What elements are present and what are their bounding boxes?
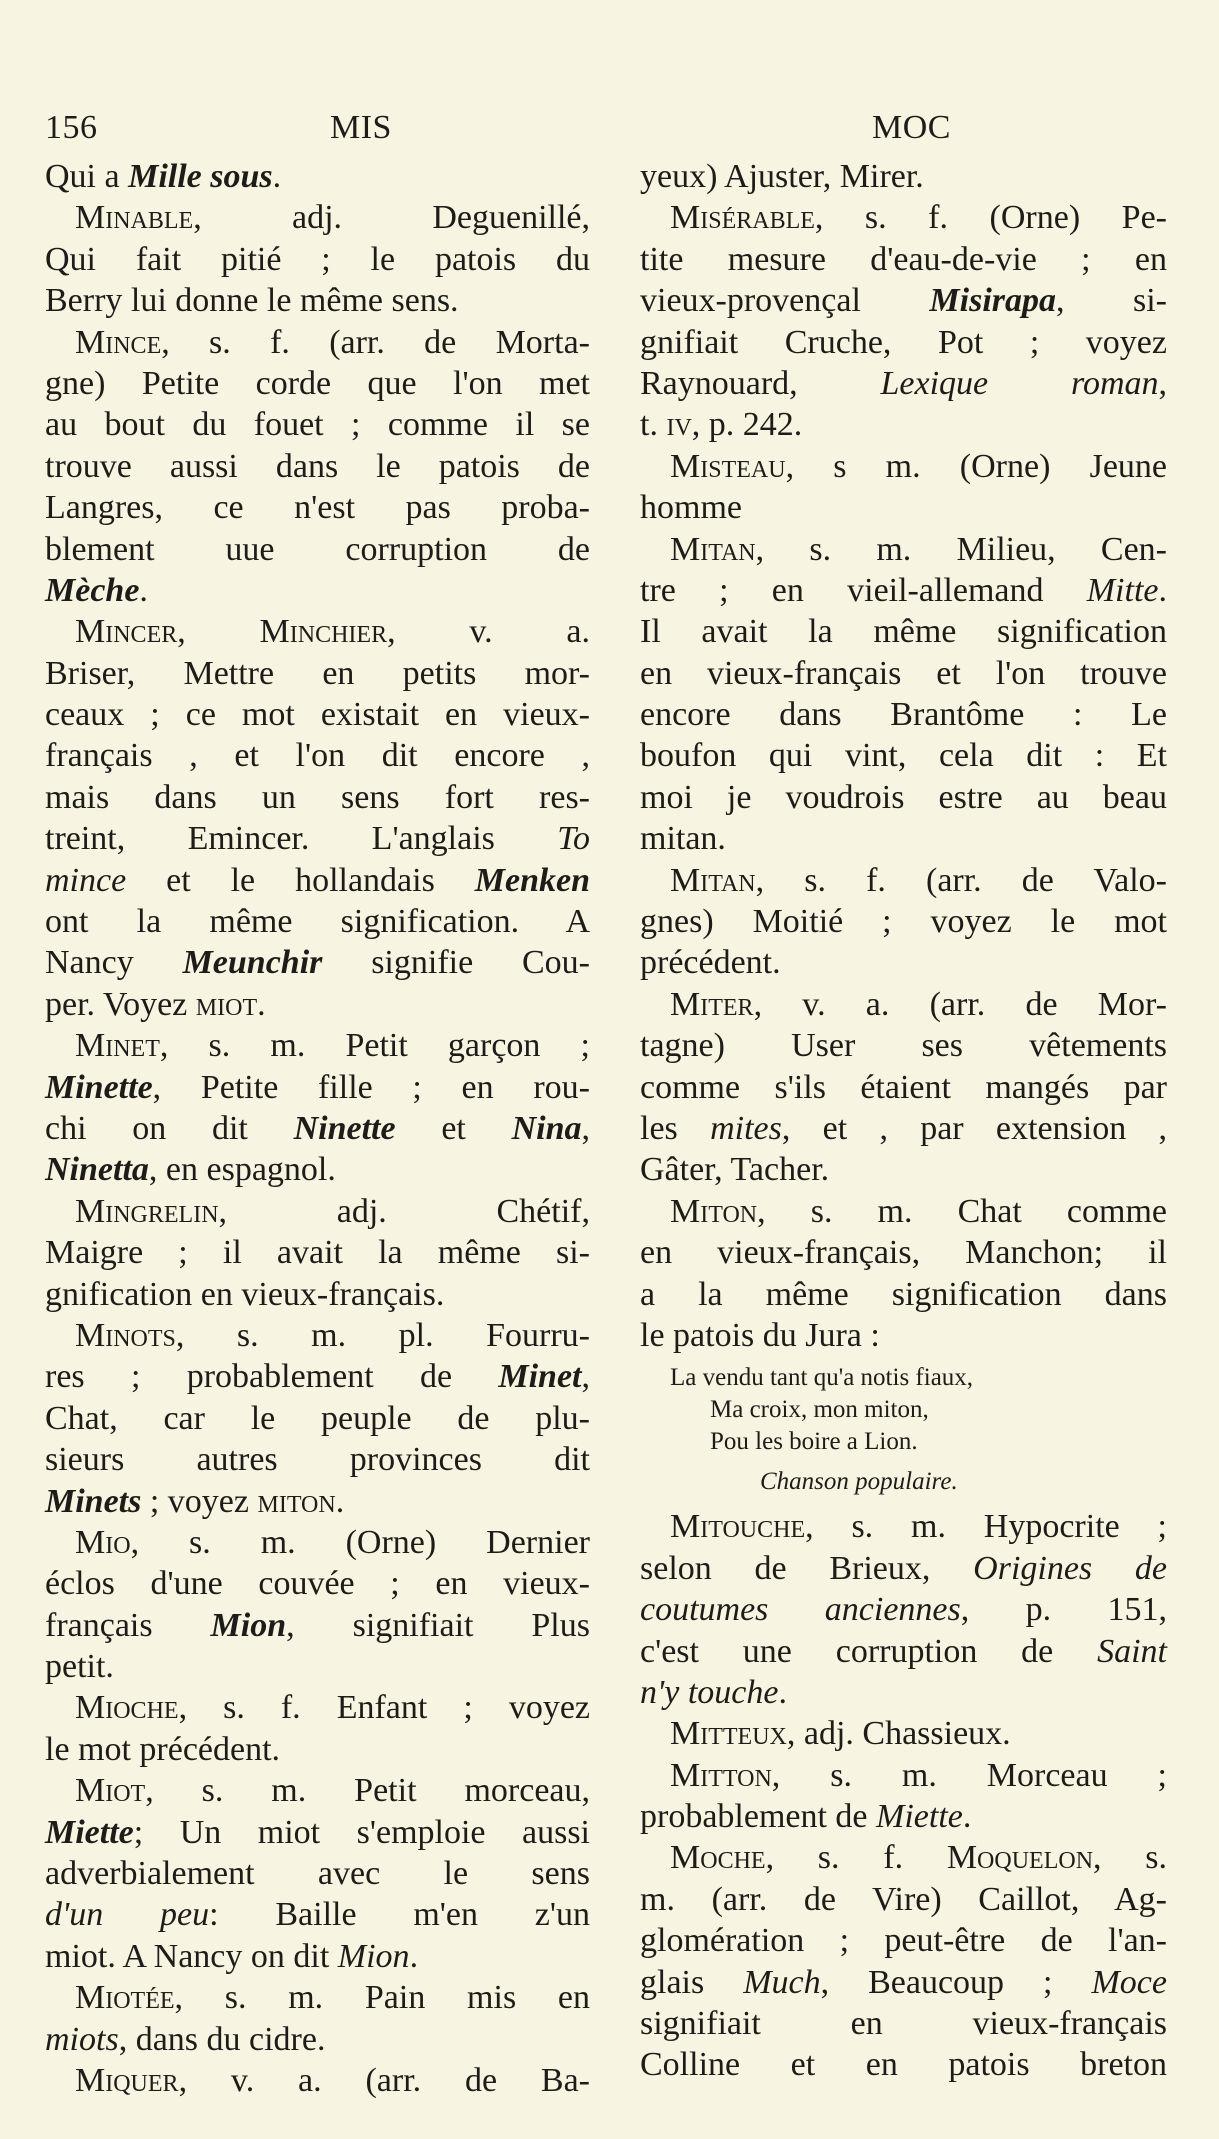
italic-term: Minets — [45, 1482, 142, 1520]
page-number: 156 — [45, 109, 98, 146]
text-line — [45, 280, 590, 321]
text-segment: , p. 242. — [691, 406, 803, 444]
text-segment: , s. f. (arr. de Valo- — [755, 861, 1167, 899]
text-line — [45, 1232, 590, 1273]
text-segment: tre ; en vieil-allemand — [640, 571, 1087, 609]
text-line — [45, 1315, 590, 1356]
text-segment: éclos d'une couvée ; en vieux- — [45, 1565, 590, 1603]
entry-headword: Moche — [670, 1839, 766, 1877]
text-segment: , s. f. — [765, 1839, 947, 1877]
text-segment: Nancy — [45, 944, 183, 982]
text-line — [45, 1439, 590, 1480]
entry-headword: Miton — [670, 1192, 758, 1230]
text-line — [45, 1191, 590, 1232]
text-segment: au bout du fouet ; comme il se — [45, 406, 590, 444]
text-segment: miot. A Nancy on dit — [45, 1937, 338, 1975]
text-segment: t. — [640, 406, 667, 444]
text-segment: Gâter, Tacher. — [640, 1151, 830, 1189]
italic-term: Mille sous — [128, 158, 273, 195]
text-line — [640, 404, 1167, 445]
text-line — [45, 1894, 590, 1935]
right-column-bottom — [640, 1506, 1167, 2085]
text-line — [640, 818, 1167, 859]
text-line — [640, 487, 1167, 528]
text-line — [45, 2060, 590, 2101]
entry-headword: Mioche — [75, 1689, 179, 1727]
text-segment: Qui a — [45, 158, 129, 195]
text-segment: gnifiait Cruche, Pot ; voyez — [640, 323, 1167, 361]
text-line — [640, 653, 1167, 694]
text-segment: signifie Cou- — [322, 944, 590, 982]
text-segment: glais — [640, 1963, 744, 2001]
entry-headword: Miotée — [75, 1979, 175, 2017]
text-line — [640, 860, 1167, 901]
text-segment: le mot précédent. — [45, 1730, 281, 1768]
text-line — [45, 860, 590, 901]
text-segment: selon de Brieux, — [640, 1549, 974, 1587]
text-segment: , — [1158, 364, 1167, 402]
entry-headword: miton — [257, 1482, 336, 1520]
text-segment: gne) Petite corde que l'on met — [45, 364, 590, 402]
italic-term: Ninette — [293, 1109, 396, 1147]
text-segment: . — [335, 1482, 345, 1520]
entry-headword: Mitan — [670, 861, 756, 899]
text-line — [640, 2044, 1167, 2085]
text-segment: français , et l'on dit encore , — [45, 737, 590, 775]
entry-headword: Mitteux — [670, 1715, 787, 1753]
text-line — [45, 1067, 590, 1108]
text-line — [640, 1589, 1167, 1630]
text-segment: , s. m. Hypocrite ; — [805, 1508, 1167, 1546]
text-segment: , v. a. (arr. de Ba- — [178, 2061, 590, 2099]
text-line — [45, 1274, 590, 1315]
text-line — [640, 197, 1167, 238]
text-line — [640, 1713, 1167, 1754]
text-segment: boufon qui vint, cela dit : Et — [640, 737, 1167, 775]
text-segment: le patois du Jura : — [640, 1316, 880, 1354]
text-line — [640, 1067, 1167, 1108]
text-segment: , s m. (Orne) Jeune — [785, 447, 1167, 485]
italic-term: Origines de — [973, 1549, 1167, 1587]
text-segment: sieurs autres provinces dit — [45, 1441, 590, 1479]
text-line — [640, 1879, 1167, 1920]
text-segment: chi on dit — [45, 1109, 294, 1147]
entry-headword: Minet — [75, 1027, 160, 1065]
text-segment: et le hollandais — [126, 861, 475, 899]
text-segment: signifiait en vieux-français — [640, 2005, 1167, 2043]
text-line — [640, 1837, 1167, 1878]
text-line — [45, 611, 590, 652]
text-line — [640, 529, 1167, 570]
entry-headword: Minchier — [259, 613, 388, 651]
text-segment: , en espagnol. — [148, 1151, 336, 1189]
text-line — [45, 1356, 590, 1397]
text-line — [640, 446, 1167, 487]
text-line — [45, 1646, 590, 1687]
text-segment: , s. — [1093, 1839, 1167, 1877]
text-segment: Colline et en patois breton — [640, 2046, 1167, 2084]
text-line — [640, 1191, 1167, 1232]
text-line — [640, 1025, 1167, 1066]
text-line — [640, 942, 1167, 983]
entry-headword: Mincer — [75, 613, 178, 651]
text-line — [45, 777, 590, 818]
text-line — [640, 777, 1167, 818]
text-line — [45, 529, 590, 570]
text-line — [640, 1274, 1167, 1315]
text-segment: , si- — [1056, 282, 1167, 320]
text-line — [640, 1548, 1167, 1589]
text-line — [640, 1631, 1167, 1672]
entry-headword: iv — [666, 406, 692, 444]
text-line — [640, 611, 1167, 652]
text-segment: , s. m. Chat comme — [757, 1192, 1167, 1230]
text-segment: . — [1158, 571, 1167, 609]
text-line — [45, 694, 590, 735]
text-segment: Briser, Mettre en petits mor- — [45, 654, 590, 692]
text-line — [45, 404, 590, 445]
entry-headword: Miot — [75, 1772, 146, 1810]
text-line — [45, 1481, 590, 1522]
text-segment: , — [177, 613, 260, 651]
entry-headword: Mince — [75, 323, 162, 361]
text-segment: Chat, car le peuple de plu- — [45, 1399, 590, 1437]
text-line — [45, 1729, 590, 1770]
text-segment: , s. m. Milieu, Cen- — [755, 530, 1167, 568]
entry-headword: miot — [195, 985, 258, 1023]
text-segment: , s. m. Pain mis en — [174, 1979, 590, 2017]
text-segment: mais dans un sens fort res- — [45, 778, 590, 816]
text-line — [45, 1770, 590, 1811]
text-line — [45, 156, 590, 197]
text-line — [45, 1605, 590, 1646]
text-segment: , p. 151, — [960, 1591, 1167, 1629]
text-segment: , adj. Deguenillé, — [193, 199, 590, 237]
poem-line: Ma croix, mon miton, — [710, 1396, 929, 1424]
text-segment: tite mesure d'eau-de-vie ; en — [640, 240, 1167, 278]
entry-headword: Mio — [75, 1523, 131, 1561]
text-segment: trouve aussi dans le patois de — [45, 447, 590, 485]
text-line — [640, 1755, 1167, 1796]
text-line — [640, 984, 1167, 1025]
text-segment: petit. — [45, 1648, 114, 1686]
text-segment: . — [962, 1798, 972, 1836]
text-segment: . — [257, 985, 266, 1023]
text-segment: , — [581, 1358, 590, 1396]
italic-term: miots — [45, 2020, 119, 2058]
italic-term: Misirapa — [929, 282, 1056, 320]
text-line — [45, 1687, 590, 1728]
text-line — [640, 363, 1167, 404]
text-line — [640, 1962, 1167, 2003]
italic-term: Much — [743, 1963, 821, 2001]
italic-term: Minet — [498, 1358, 582, 1396]
text-line — [640, 1232, 1167, 1273]
right-column — [640, 156, 1167, 2086]
text-line — [640, 239, 1167, 280]
italic-term: Miette — [876, 1798, 963, 1836]
text-segment: Langres, ce n'est pas proba- — [45, 489, 590, 527]
text-segment: , s. f. (arr. de Morta- — [161, 323, 590, 361]
text-segment: . — [409, 1937, 419, 1975]
text-segment: , s. m. Petit morceau, — [145, 1772, 590, 1810]
text-line — [45, 1025, 590, 1066]
text-line — [640, 322, 1167, 363]
text-line — [45, 984, 590, 1025]
text-segment: moi je voudrois estre au beau — [640, 778, 1167, 816]
italic-term: Mion — [210, 1606, 287, 1644]
italic-term: To — [557, 820, 590, 858]
text-segment: et — [395, 1109, 512, 1147]
text-segment: Qui fait pitié ; le patois du — [45, 240, 590, 278]
entry-headword: Minots — [75, 1316, 176, 1354]
italic-term: Menken — [474, 861, 590, 899]
text-line — [45, 1853, 590, 1894]
poem-quote — [640, 1362, 1167, 1506]
text-segment: ceaux ; ce mot existait en vieux- — [45, 696, 590, 734]
text-line — [45, 1108, 590, 1149]
italic-term: coutumes anciennes — [640, 1591, 961, 1629]
text-line — [640, 694, 1167, 735]
text-segment: précédent. — [640, 944, 781, 982]
text-line — [45, 735, 590, 776]
entry-headword: Mingrelin — [75, 1192, 219, 1230]
text-line — [640, 1672, 1167, 1713]
text-segment: , s. m. Petit garçon ; — [159, 1027, 590, 1065]
text-line — [45, 1812, 590, 1853]
text-segment: homme — [640, 489, 742, 527]
text-line — [640, 1920, 1167, 1961]
italic-term: Mitte — [1086, 571, 1159, 609]
text-segment: a la même signification dans — [640, 1275, 1167, 1313]
text-segment: , s. m. Morceau ; — [771, 1756, 1167, 1794]
text-segment: , Petite fille ; en rou- — [152, 1068, 590, 1106]
text-segment: , et , par extension , — [781, 1109, 1167, 1147]
text-line — [45, 942, 590, 983]
italic-term: Saint — [1097, 1632, 1167, 1670]
text-segment: Maigre ; il avait la même si- — [45, 1234, 590, 1272]
text-segment: ; voyez — [141, 1482, 258, 1520]
italic-term: Ninetta — [45, 1151, 149, 1189]
italic-term: mites — [710, 1109, 782, 1147]
text-segment: , s. m. pl. Fourru- — [175, 1316, 590, 1354]
right-column-top — [640, 156, 1167, 1356]
text-line — [640, 735, 1167, 776]
text-segment: en vieux-français, Manchon; il — [640, 1234, 1167, 1272]
italic-term: Miette — [45, 1813, 134, 1851]
italic-term: Lexique roman — [880, 364, 1159, 402]
entry-headword: Minable — [75, 199, 194, 237]
running-head-left: MIS — [330, 109, 392, 146]
text-line — [640, 1108, 1167, 1149]
text-line — [640, 1796, 1167, 1837]
text-segment: c'est une corruption de — [640, 1632, 1098, 1670]
text-segment: français — [45, 1606, 211, 1644]
text-line — [45, 1149, 590, 1190]
text-segment: ont la même signification. A — [45, 903, 590, 941]
entry-headword: Moquelon — [946, 1839, 1094, 1877]
text-segment: : Baille m'en z'un — [209, 1896, 590, 1934]
text-segment: , s. f. Enfant ; voyez — [178, 1689, 590, 1727]
text-line — [640, 1506, 1167, 1547]
text-segment: probablement de — [640, 1798, 877, 1836]
text-segment: . — [272, 158, 282, 195]
text-line — [45, 1936, 590, 1977]
text-segment: adverbialement avec le sens — [45, 1855, 590, 1893]
text-segment: Il avait la même signification — [640, 613, 1167, 651]
text-line — [45, 446, 590, 487]
text-segment: glomération ; peut-être de l'an- — [640, 1922, 1167, 1960]
text-line — [640, 1149, 1167, 1190]
poem-line: Pou les boire a Lion. — [710, 1428, 918, 1456]
text-segment: . — [139, 571, 148, 609]
italic-term: Moce — [1091, 1963, 1167, 2001]
text-segment: , dans du cidre. — [118, 2020, 326, 2058]
text-segment: , signifiait Plus — [286, 1606, 590, 1644]
text-line — [640, 280, 1167, 321]
text-segment: gnification en vieux-français. — [45, 1275, 445, 1313]
text-line — [45, 653, 590, 694]
italic-term: Minette — [45, 1068, 153, 1106]
entry-headword: Miter — [670, 985, 754, 1023]
text-line — [45, 1522, 590, 1563]
text-segment: comme s'ils étaient mangés par — [640, 1068, 1167, 1106]
text-segment: yeux) Ajuster, Mirer. — [640, 158, 924, 195]
text-line — [640, 156, 1167, 197]
italic-term: d'un peu — [45, 1896, 210, 1934]
text-segment: res ; probablement de — [45, 1358, 499, 1396]
italic-term: Mèche — [45, 571, 140, 609]
text-segment: . — [778, 1673, 787, 1711]
entry-headword: Mitouche — [670, 1508, 806, 1546]
text-line — [45, 1398, 590, 1439]
text-segment: vieux-provençal — [640, 282, 930, 320]
text-segment: m. (arr. de Vire) Caillot, Ag- — [640, 1880, 1167, 1918]
text-segment: per. Voyez — [45, 985, 196, 1023]
text-segment: tagne) User ses vêtements — [640, 1027, 1167, 1065]
text-line — [45, 1977, 590, 2018]
text-segment: blement uue corruption de — [45, 530, 590, 568]
text-line — [45, 1563, 590, 1604]
text-line — [45, 2019, 590, 2060]
text-segment: les — [640, 1109, 711, 1147]
entry-headword: Miquer — [75, 2061, 179, 2099]
text-segment: , s. f. (Orne) Pe- — [814, 199, 1167, 237]
text-segment: , v. a. (arr. de Mor- — [753, 985, 1167, 1023]
text-segment: Berry lui donne le même sens. — [45, 282, 459, 320]
text-line — [45, 818, 590, 859]
text-segment: , adj. Chassieux. — [786, 1715, 1011, 1753]
italic-term: mince — [45, 861, 127, 899]
text-segment: en vieux-français et l'on trouve — [640, 654, 1167, 692]
text-segment: Raynouard, — [640, 364, 881, 402]
text-line — [45, 570, 590, 611]
text-line — [45, 363, 590, 404]
entry-headword: Misérable — [670, 199, 815, 237]
italic-term: n'y touche — [640, 1673, 779, 1711]
text-segment: , v. a. — [387, 613, 591, 651]
text-segment: encore dans Brantôme : Le — [640, 696, 1167, 734]
text-segment: treint, Emincer. L'anglais — [45, 820, 558, 858]
running-head-right: MOC — [872, 109, 951, 146]
text-segment: , adj. Chétif, — [218, 1192, 590, 1230]
left-column — [45, 156, 590, 2101]
text-segment: gnes) Moitié ; voyez le mot — [640, 903, 1167, 941]
entry-headword: Mitan — [670, 530, 756, 568]
text-segment: mitan. — [640, 820, 726, 858]
italic-term: Mion — [337, 1937, 410, 1975]
text-segment: , Beaucoup ; — [820, 1963, 1092, 2001]
italic-term: Nina — [511, 1109, 582, 1147]
text-line — [640, 570, 1167, 611]
text-line — [640, 2003, 1167, 2044]
entry-headword: Misteau — [670, 447, 786, 485]
italic-term: Meunchir — [182, 944, 323, 982]
text-segment: , — [581, 1109, 590, 1147]
text-line — [640, 901, 1167, 942]
poem-source: Chanson populaire. — [760, 1468, 958, 1496]
text-line — [45, 322, 590, 363]
text-segment: , s. m. (Orne) Dernier — [130, 1523, 590, 1561]
text-line — [45, 239, 590, 280]
poem-line: La vendu tant qu'a notis fiaux, — [670, 1364, 974, 1392]
text-line — [640, 1315, 1167, 1356]
text-line — [45, 901, 590, 942]
text-line — [45, 197, 590, 238]
entry-headword: Mitton — [670, 1756, 772, 1794]
text-segment: ; Un miot s'emploie aussi — [133, 1813, 590, 1851]
text-line — [45, 487, 590, 528]
